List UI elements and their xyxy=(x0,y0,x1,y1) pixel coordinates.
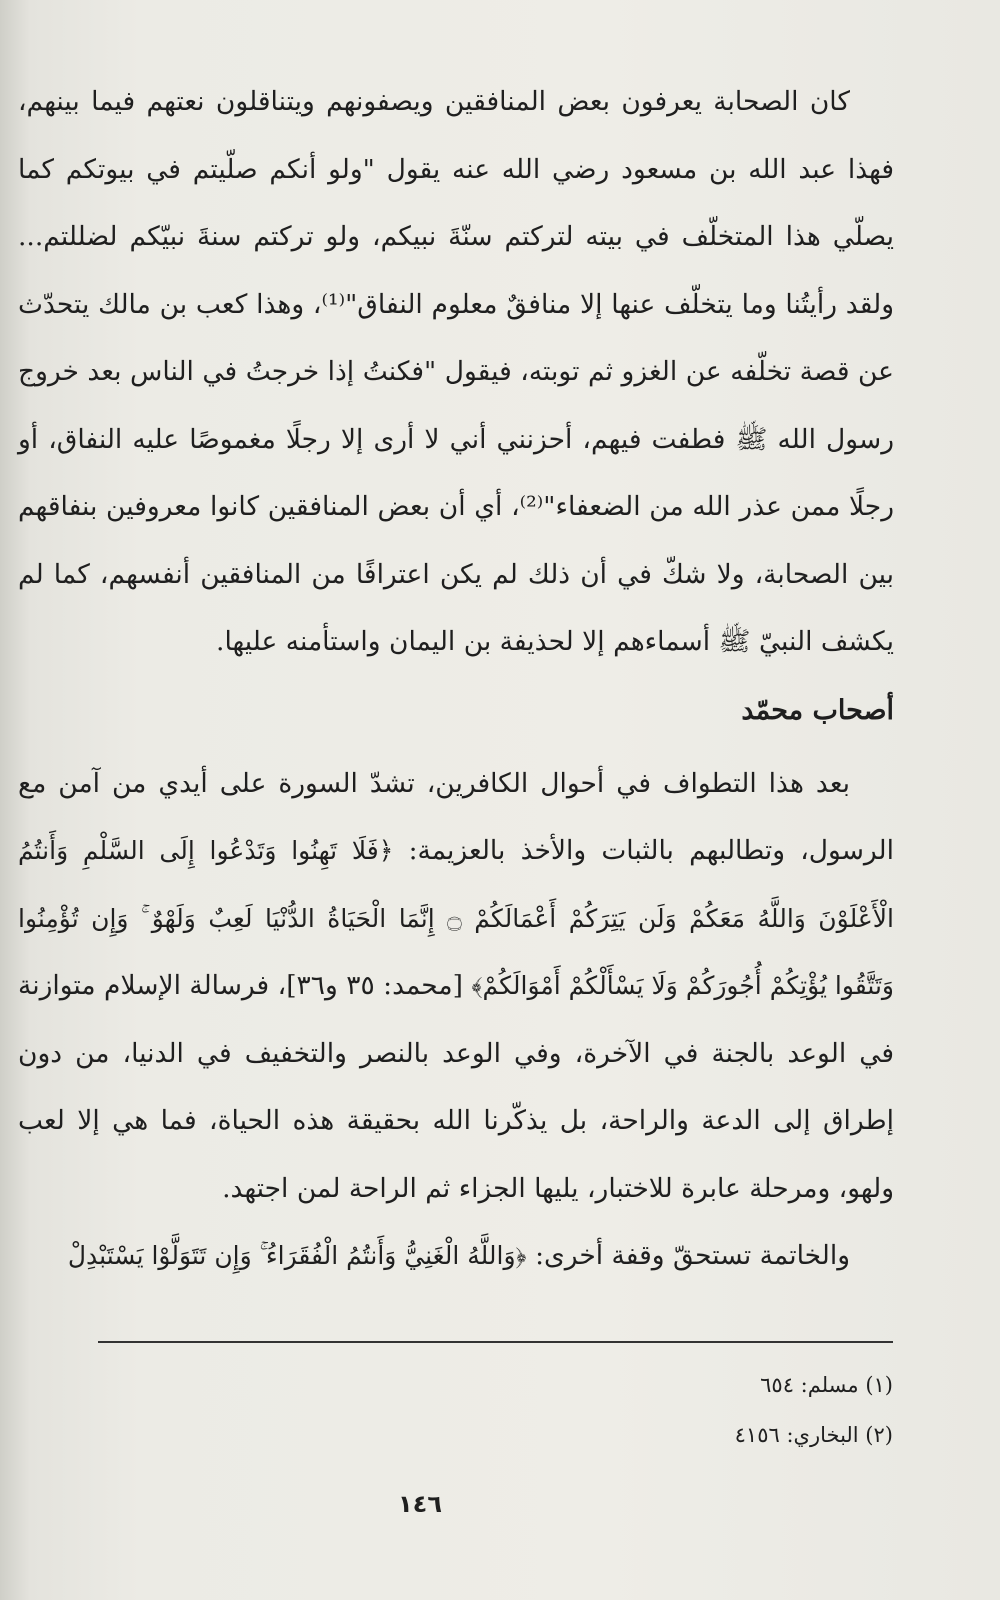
footnote-divider xyxy=(98,1341,893,1343)
quran-verse: ﴿وَاللَّهُ الْغَنِيُّ وَأَنتُمُ الْفُقَرَاءُ ۚ وَإِن تَتَوَلَّوْا يَسْتَبْدِلْ xyxy=(67,1241,527,1270)
paragraph-hypocrites: كان الصحابة يعرفون بعض المنافقين ويصفونهم ويتناقلون نعتهم فيما بينهم، فهذا عبد الله بن مسعود رضي الله عنه يقول "ولو أنكم صلّيتم في بيوتكم كما يصلّي هذا المتخلّف في بيته لتركتم سنّةَ نبيكم، ولو تركتم سنةَ نبيّكم لضللتم... ولقد رأيتُنا وما يتخلّف عنها إلا منافقٌ معلوم النفاق"⁽¹⁾، وهذا كعب بن مالك يتحدّث عن قصة تخلّفه عن الغزو ثم توبته، فيقول "فكنتُ إذا خرجتُ في الناس بعد خروج رسول الله ﷺ فطفت فيهم، أحزنني أني لا أرى إلا رجلًا مغموصًا عليه النفاق، أو رجلًا ممن عذر الله من الضعفاء"⁽²⁾، أي أن بعض المنافقين كانوا معروفين بنفاقهم بين الصحابة، ولا شكّ في أن ذلك لم يكن اعترافًا من المنافقين أنفسهم، كما لم يكشف النبيّ ﷺ أسماءهم إلا لحذيفة بن اليمان واستأمنه عليها. xyxy=(18,86,894,657)
paragraph-text: [محمد: ٣٥ و٣٦]، فرسالة الإسلام متوازنة في الوعد بالجنة في الآخرة، وفي الوعد بالنصر والتخفيف في الدنيا، من دون إطراق إلى الدعة والراحة، بل يذكّرنا الله بحقيقة هذه الحياة، فما هي إلا لعب ولهو، ومرحلة عابرة للاختبار، يليها الجزاء ثم الراحة لمن اجتهد. xyxy=(18,970,894,1204)
paragraph-text: بعد هذا التطواف في أحوال الكافرين، تشدّ السورة على أيدي من آمن مع الرسول، وتطالبهم بالثبات والأخذ بالعزيمة: xyxy=(18,767,894,866)
paragraph-conclusion xyxy=(18,1222,894,1290)
paragraph-companions xyxy=(18,750,894,1223)
body-text xyxy=(18,68,894,1290)
section-heading: أصحاب محمّد xyxy=(741,694,894,726)
footnote-2: (٢) البخاري: ٤١٥٦ xyxy=(734,1423,893,1447)
footnote-1: (١) مسلم: ٦٥٤ xyxy=(760,1373,893,1397)
page-number: ١٤٦ xyxy=(398,1490,442,1518)
paragraph-text: والخاتمة تستحقّ وقفة أخرى: xyxy=(526,1240,850,1271)
footnotes xyxy=(98,1360,893,1460)
quran-verse: ﴿فَلَا تَهِنُوا وَتَدْعُوا إِلَى السَّلْمِ وَأَنتُمُ الْأَعْلَوْنَ وَاللَّهُ مَعَكُمْ وَلَن يَتِرَكُمْ أَعْمَالَكُمْ ۝ إِنَّمَا الْحَيَاةُ الدُّنْيَا لَعِبٌ وَلَهْوٌ ۚ وَإِن تُؤْمِنُوا وَتَتَّقُوا يُؤْتِكُمْ أُجُورَكُمْ وَلَا يَسْأَلْكُمْ أَمْوَالَكُمْ﴾ xyxy=(18,836,894,1000)
